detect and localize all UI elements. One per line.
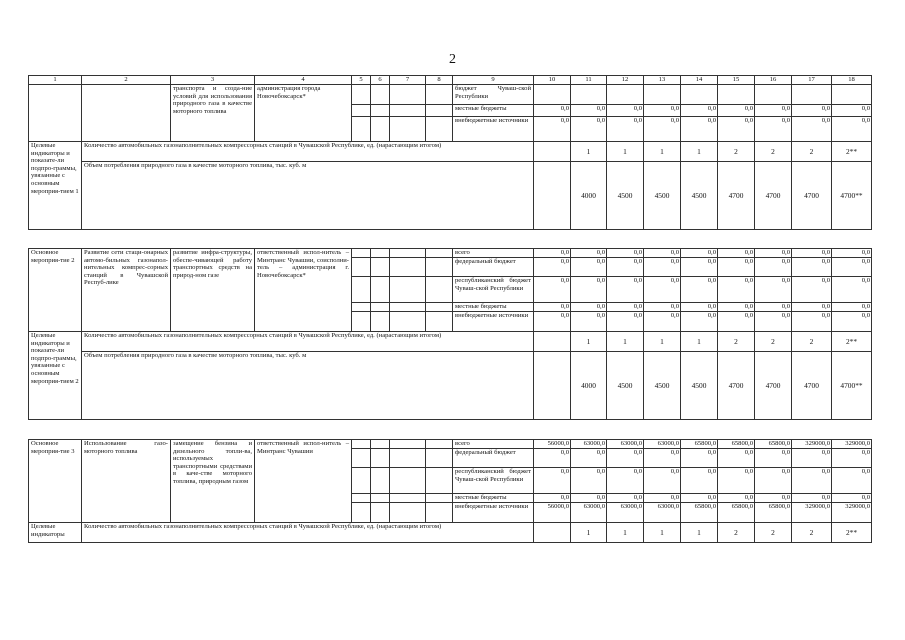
indicator-name-cell: Количество автомобильных газонаполнительных компрессорных станций в Чувашской Республике, ед. (нарастающим итогом) [82, 332, 534, 352]
value-cell: 0,0 [681, 449, 718, 468]
value-cell: 63000,0 [644, 440, 681, 449]
spacer-row [29, 230, 872, 249]
funding-source-cell: бюджет Чуваш-ской Республики [453, 85, 534, 105]
value-cell: 0,0 [755, 249, 792, 258]
empty-cell [426, 503, 453, 523]
empty-cell [426, 494, 453, 503]
funding-source-cell: местные бюджеты [453, 105, 534, 117]
value-cell: 0,0 [571, 312, 607, 332]
value-cell: 0,0 [755, 312, 792, 332]
value-cell: 0,0 [755, 468, 792, 494]
indicator-name-cell: Объем потребления природного газа в качестве моторного топлива, тыс. куб. м [82, 162, 534, 230]
value-cell: 0,0 [792, 312, 832, 332]
empty-cell [426, 105, 453, 117]
value-cell: 0,0 [571, 117, 607, 142]
indicator-value-cell: 4700 [755, 352, 792, 420]
empty-cell [352, 440, 371, 449]
empty-cell [390, 277, 426, 303]
funding-source-cell: всего [453, 249, 534, 258]
value-cell: 0,0 [718, 468, 755, 494]
indicator-label-cell: Целевые индикаторы [29, 523, 82, 543]
value-cell [681, 85, 718, 105]
funding-source-cell: внебюджетные источники [453, 503, 534, 523]
value-cell: 0,0 [607, 494, 644, 503]
value-cell: 0,0 [607, 303, 644, 312]
value-cell: 56000,0 [534, 440, 571, 449]
indicator-value-cell: 4000 [571, 162, 607, 230]
value-cell: 0,0 [792, 117, 832, 142]
value-cell: 0,0 [607, 258, 644, 277]
funding-source-cell: федеральный бюджет [453, 258, 534, 277]
executor-cell: администрация города Новочебоксарск* [255, 85, 352, 142]
value-cell: 0,0 [718, 249, 755, 258]
value-cell: 0,0 [534, 494, 571, 503]
value-cell: 63000,0 [644, 503, 681, 523]
column-number-cell: 3 [171, 76, 255, 85]
value-cell: 0,0 [681, 258, 718, 277]
value-cell [571, 85, 607, 105]
value-cell: 0,0 [681, 312, 718, 332]
expected-result-cell: транспорта и созда-ние условий для использования природного газа в качестве моторного топлива [171, 85, 255, 142]
empty-cell [352, 468, 371, 494]
continuation-row [29, 85, 872, 105]
empty-cell [352, 117, 371, 142]
funding-source-cell: местные бюджеты [453, 494, 534, 503]
value-cell: 0,0 [755, 105, 792, 117]
indicator-value-cell: 4000 [571, 352, 607, 420]
value-cell: 0,0 [755, 277, 792, 303]
empty-cell [371, 105, 390, 117]
executor-cell: ответственный испол-нитель – Минтранс Чувашии, соисполни-тель – администрация г. Новочебоксарск* [255, 249, 352, 332]
value-cell: 0,0 [718, 277, 755, 303]
value-cell [832, 85, 872, 105]
indicator-value-cell: 1 [607, 332, 644, 352]
value-cell: 65800,0 [718, 440, 755, 449]
indicator-value-cell: 4700 [792, 162, 832, 230]
value-cell: 0,0 [681, 277, 718, 303]
indicator-value-cell: 4700** [832, 352, 872, 420]
indicator-row [29, 332, 872, 352]
column-number-cell: 13 [644, 76, 681, 85]
empty-cell [352, 303, 371, 312]
empty-cell [534, 352, 571, 420]
empty-cell [371, 303, 390, 312]
empty-cell [426, 303, 453, 312]
value-cell: 0,0 [681, 105, 718, 117]
value-cell: 0,0 [607, 117, 644, 142]
value-cell: 0,0 [644, 468, 681, 494]
value-cell: 0,0 [832, 303, 872, 312]
expected-result-cell: замещение бензина и дизельного топли-ва, используемых транспортными средствами в каче-стве моторного топлива, природным газом [171, 440, 255, 523]
value-cell [718, 85, 755, 105]
indicator-value-cell: 2 [755, 142, 792, 162]
empty-cell [390, 117, 426, 142]
indicator-label-cell: Целевые индикаторы и показате-ли подпро-граммы, увязанные с основным мероприя-тием 2 [29, 332, 82, 420]
indicator-value-cell: 4500 [644, 162, 681, 230]
value-cell: 0,0 [755, 494, 792, 503]
value-cell: 329000,0 [832, 440, 872, 449]
value-cell: 0,0 [755, 303, 792, 312]
value-cell: 0,0 [792, 258, 832, 277]
indicator-name-cell: Количество автомобильных газонаполнительных компрессорных станций в Чувашской Республике, ед. (нарастающим итогом) [82, 523, 534, 543]
main-measure-cell: Основное мероприя-тие 2 [29, 249, 82, 332]
empty-cell [390, 105, 426, 117]
value-cell: 0,0 [832, 258, 872, 277]
value-cell: 0,0 [832, 105, 872, 117]
value-cell: 0,0 [571, 258, 607, 277]
value-cell: 0,0 [832, 277, 872, 303]
value-cell: 0,0 [534, 449, 571, 468]
empty-cell [371, 494, 390, 503]
value-cell: 0,0 [832, 449, 872, 468]
empty-cell [426, 449, 453, 468]
value-cell: 0,0 [607, 468, 644, 494]
value-cell: 329000,0 [792, 440, 832, 449]
empty-cell [352, 249, 371, 258]
column-number-cell: 10 [534, 76, 571, 85]
value-cell: 0,0 [607, 312, 644, 332]
indicator-row [29, 352, 872, 420]
value-cell [607, 85, 644, 105]
empty-cell [371, 249, 390, 258]
empty-cell [371, 277, 390, 303]
empty-cell [371, 468, 390, 494]
spacer-cell [29, 230, 872, 249]
empty-cell [371, 440, 390, 449]
empty-cell [390, 85, 426, 105]
empty-cell [371, 503, 390, 523]
indicator-row [29, 523, 872, 543]
indicator-value-cell: 1 [607, 142, 644, 162]
program-table-wrapper [28, 75, 872, 543]
value-cell: 56000,0 [534, 503, 571, 523]
spacer-cell [29, 420, 872, 440]
value-cell: 65800,0 [681, 440, 718, 449]
value-cell: 65800,0 [681, 503, 718, 523]
empty-cell [371, 312, 390, 332]
value-cell: 0,0 [607, 277, 644, 303]
value-cell: 0,0 [681, 249, 718, 258]
indicator-value-cell: 1 [571, 332, 607, 352]
empty-cell [426, 249, 453, 258]
indicator-name-cell: Объем потребления природного газа в качестве моторного топлива, тыс. куб. м [82, 352, 534, 420]
value-cell: 329000,0 [832, 503, 872, 523]
value-cell: 0,0 [644, 303, 681, 312]
column-number-cell: 15 [718, 76, 755, 85]
indicator-value-cell: 2 [792, 523, 832, 543]
indicator-value-cell: 4700 [718, 162, 755, 230]
column-number-cell: 18 [832, 76, 872, 85]
empty-cell [534, 523, 571, 543]
value-cell: 0,0 [718, 117, 755, 142]
empty-cell [534, 162, 571, 230]
empty-cell [426, 258, 453, 277]
indicator-value-cell: 4500 [644, 352, 681, 420]
value-cell: 0,0 [792, 105, 832, 117]
indicator-label-cell: Целевые индикаторы и показате-ли подпро-граммы, увязанные с основным мероприя-тием 1 [29, 142, 82, 230]
empty-cell [371, 449, 390, 468]
empty-cell [390, 449, 426, 468]
empty-cell [352, 277, 371, 303]
column-number-cell: 11 [571, 76, 607, 85]
value-cell: 0,0 [607, 449, 644, 468]
empty-cell [371, 85, 390, 105]
value-cell: 0,0 [571, 249, 607, 258]
header-row [29, 76, 872, 85]
value-cell: 0,0 [571, 449, 607, 468]
empty-cell [352, 503, 371, 523]
empty-cell [426, 440, 453, 449]
value-cell: 0,0 [681, 468, 718, 494]
value-cell: 329000,0 [792, 503, 832, 523]
indicator-value-cell: 2** [832, 523, 872, 543]
value-cell: 0,0 [607, 249, 644, 258]
value-cell: 0,0 [718, 303, 755, 312]
column-number-cell: 1 [29, 76, 82, 85]
empty-cell [390, 468, 426, 494]
value-cell: 63000,0 [571, 440, 607, 449]
indicator-value-cell: 1 [644, 142, 681, 162]
value-cell: 0,0 [792, 449, 832, 468]
value-cell: 65800,0 [755, 440, 792, 449]
indicator-value-cell: 1 [607, 523, 644, 543]
value-cell: 0,0 [534, 312, 571, 332]
empty-cell [352, 449, 371, 468]
indicator-value-cell: 1 [681, 332, 718, 352]
empty-cell [352, 85, 371, 105]
indicator-value-cell: 2 [792, 142, 832, 162]
project-name-cell [82, 85, 171, 142]
indicator-value-cell: 1 [571, 142, 607, 162]
indicator-value-cell: 1 [681, 142, 718, 162]
column-number-cell: 14 [681, 76, 718, 85]
measure-name-cell: Использование газо-моторного топлива [82, 440, 171, 523]
value-cell: 0,0 [644, 494, 681, 503]
empty-cell [352, 105, 371, 117]
column-number-cell: 12 [607, 76, 644, 85]
expected-result-cell: развитие инфра-структуры, обеспе-чивающей работу транспортных средств на природ-ном газе [171, 249, 255, 332]
column-number-cell: 7 [390, 76, 426, 85]
value-cell: 0,0 [792, 249, 832, 258]
indicator-value-cell: 4700 [792, 352, 832, 420]
indicator-value-cell: 2 [755, 332, 792, 352]
empty-cell [390, 312, 426, 332]
funding-source-cell: федеральный бюджет [453, 449, 534, 468]
value-cell: 0,0 [607, 105, 644, 117]
mainitem-cell [29, 85, 82, 142]
spacer-row [29, 420, 872, 440]
value-cell: 0,0 [755, 258, 792, 277]
column-number-cell: 16 [755, 76, 792, 85]
value-cell: 0,0 [644, 105, 681, 117]
column-number-cell: 17 [792, 76, 832, 85]
indicator-value-cell: 4500 [681, 162, 718, 230]
funding-source-cell: внебюджетные источники [453, 312, 534, 332]
value-cell: 0,0 [644, 277, 681, 303]
value-cell: 0,0 [718, 494, 755, 503]
indicator-value-cell: 2 [755, 523, 792, 543]
value-cell [755, 85, 792, 105]
value-cell: 0,0 [571, 494, 607, 503]
column-number-cell: 9 [453, 76, 534, 85]
value-cell: 0,0 [755, 117, 792, 142]
indicator-value-cell: 4500 [607, 162, 644, 230]
value-cell: 63000,0 [571, 503, 607, 523]
indicator-value-cell: 2** [832, 332, 872, 352]
value-cell: 0,0 [571, 105, 607, 117]
funding-row [29, 249, 872, 258]
empty-cell [352, 312, 371, 332]
funding-source-cell: всего [453, 440, 534, 449]
column-number-cell: 4 [255, 76, 352, 85]
value-cell: 0,0 [644, 249, 681, 258]
value-cell: 65800,0 [718, 503, 755, 523]
value-cell [534, 85, 571, 105]
indicator-value-cell: 2 [718, 142, 755, 162]
indicator-value-cell: 2 [792, 332, 832, 352]
indicator-value-cell: 4700 [755, 162, 792, 230]
empty-cell [390, 303, 426, 312]
indicator-row [29, 142, 872, 162]
empty-cell [371, 258, 390, 277]
indicator-value-cell: 1 [571, 523, 607, 543]
empty-cell [426, 117, 453, 142]
empty-cell [390, 258, 426, 277]
indicator-value-cell: 4700 [718, 352, 755, 420]
value-cell: 0,0 [755, 449, 792, 468]
value-cell: 0,0 [718, 449, 755, 468]
indicator-value-cell: 4500 [607, 352, 644, 420]
empty-cell [390, 249, 426, 258]
main-measure-cell: Основное мероприя-тие 3 [29, 440, 82, 523]
indicator-row [29, 162, 872, 230]
empty-cell [426, 312, 453, 332]
indicator-value-cell: 1 [644, 523, 681, 543]
value-cell: 0,0 [832, 117, 872, 142]
value-cell: 0,0 [571, 303, 607, 312]
funding-source-cell: республиканский бюджет Чуваш-ской Республики [453, 277, 534, 303]
empty-cell [426, 468, 453, 494]
empty-cell [426, 85, 453, 105]
empty-cell [534, 332, 571, 352]
value-cell: 0,0 [644, 258, 681, 277]
column-number-cell: 5 [352, 76, 371, 85]
value-cell: 0,0 [718, 312, 755, 332]
indicator-value-cell: 4500 [681, 352, 718, 420]
value-cell: 0,0 [681, 303, 718, 312]
value-cell: 0,0 [718, 258, 755, 277]
value-cell: 0,0 [792, 494, 832, 503]
indicator-value-cell: 1 [681, 523, 718, 543]
value-cell [644, 85, 681, 105]
empty-cell [390, 440, 426, 449]
value-cell: 0,0 [534, 303, 571, 312]
value-cell: 0,0 [832, 468, 872, 494]
column-number-cell: 2 [82, 76, 171, 85]
empty-cell [390, 503, 426, 523]
value-cell: 0,0 [571, 468, 607, 494]
indicator-value-cell: 2 [718, 523, 755, 543]
indicator-value-cell: 2** [832, 142, 872, 162]
indicator-name-cell: Количество автомобильных газонаполнительных компрессорных станций в Чувашской Республике, ед. (нарастающим итогом) [82, 142, 534, 162]
funding-source-cell: внебюджетные источники [453, 117, 534, 142]
empty-cell [352, 258, 371, 277]
value-cell: 0,0 [571, 277, 607, 303]
value-cell: 0,0 [644, 117, 681, 142]
value-cell: 0,0 [718, 105, 755, 117]
value-cell: 0,0 [644, 449, 681, 468]
empty-cell [352, 494, 371, 503]
value-cell: 0,0 [534, 105, 571, 117]
value-cell: 0,0 [832, 312, 872, 332]
value-cell: 0,0 [832, 494, 872, 503]
value-cell [792, 85, 832, 105]
value-cell: 0,0 [534, 468, 571, 494]
program-table [28, 75, 872, 543]
empty-cell [534, 142, 571, 162]
value-cell: 0,0 [792, 303, 832, 312]
funding-row [29, 440, 872, 449]
empty-cell [426, 277, 453, 303]
measure-name-cell: Развитие сети стаци-онарных автомо-бильных газонапол-нительных компрес-сорных станций в Чувашской Респуб-лике [82, 249, 171, 332]
column-number-cell: 8 [426, 76, 453, 85]
funding-source-cell: республиканский бюджет Чуваш-ской Республики [453, 468, 534, 494]
page-number: 2 [449, 52, 456, 67]
value-cell: 0,0 [534, 277, 571, 303]
indicator-value-cell: 1 [644, 332, 681, 352]
value-cell: 0,0 [681, 117, 718, 142]
value-cell: 0,0 [681, 494, 718, 503]
column-number-cell: 6 [371, 76, 390, 85]
value-cell: 0,0 [534, 258, 571, 277]
value-cell: 0,0 [644, 312, 681, 332]
value-cell: 63000,0 [607, 440, 644, 449]
indicator-value-cell: 4700** [832, 162, 872, 230]
value-cell: 0,0 [534, 249, 571, 258]
value-cell: 0,0 [534, 117, 571, 142]
empty-cell [390, 494, 426, 503]
empty-cell [371, 117, 390, 142]
indicator-value-cell: 2 [718, 332, 755, 352]
value-cell: 0,0 [792, 468, 832, 494]
value-cell: 63000,0 [607, 503, 644, 523]
value-cell: 65800,0 [755, 503, 792, 523]
value-cell: 0,0 [832, 249, 872, 258]
value-cell: 0,0 [792, 277, 832, 303]
executor-cell: ответственный испол-нитель – Минтранс Чувашии [255, 440, 352, 523]
funding-source-cell: местные бюджеты [453, 303, 534, 312]
